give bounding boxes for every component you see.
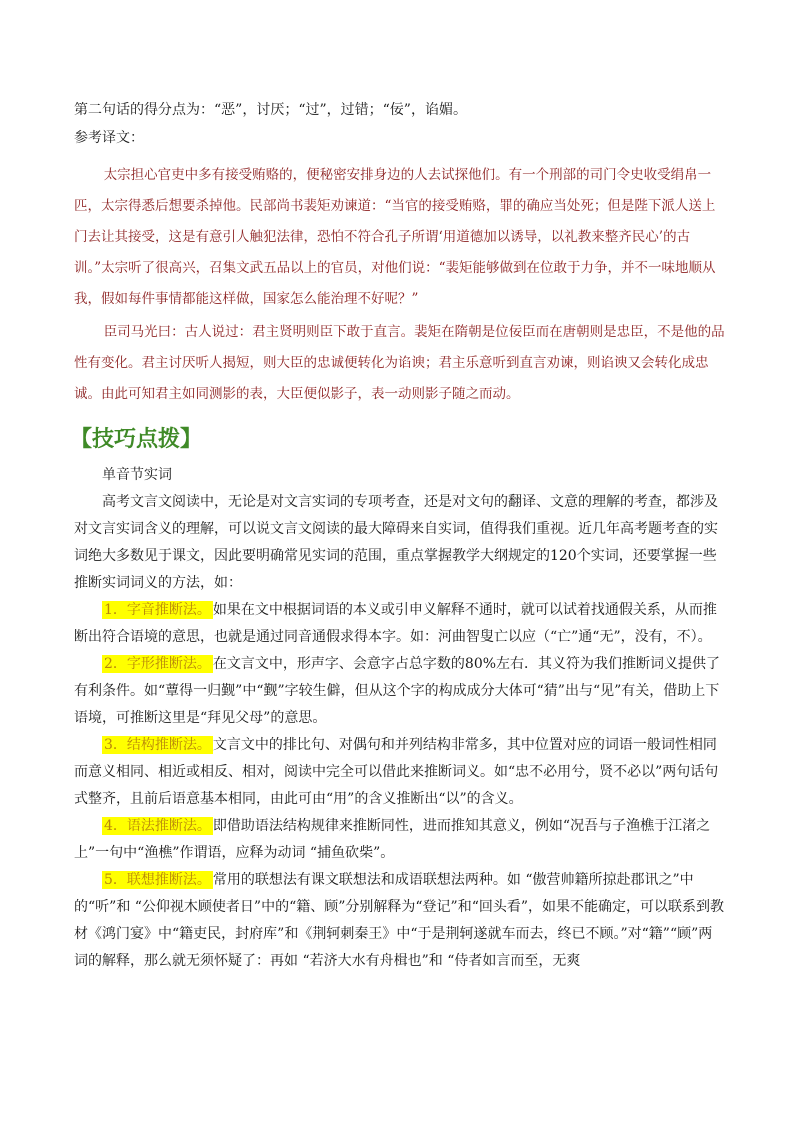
reference-translation-label: 参考译文：: [74, 130, 144, 146]
method-2: [74, 651, 726, 732]
method-label: 1．字音推断法。: [104, 602, 211, 618]
method-text: 如果在文中根据词语的本义或引申义解释不通时，就可以试着找通假关系，从而推断出符合语境的意思，也就是通过同音通假求得本字。如：河曲智叟亡以应（“亡”通“无”，没有，不）。: [74, 602, 717, 645]
method-label: 3．结构推断法。: [104, 737, 211, 753]
translation-paragraph-1: 太宗担心官吏中多有接受贿赂的，便秘密安排身边的人去试探他们。有一个刑部的司门令史收受绢帛一匹，太宗得悉后想要杀掉他。民部尚书裴矩劝谏道：“当官的接受贿赂，罪的确应当处死；但是陛下派人送上门去让其接受，这是有意引人触犯法律，恐怕不符合孔子所谓‘用道德加以诱导，以礼教来整齐民心’的古训。”太宗听了很高兴，召集文武五品以上的官员，对他们说：“裴矩能够做到在位敢于力争，并不一味地顺从我，假如每件事情都能这样做，国家怎么能治理不好呢？”: [74, 167, 716, 307]
tips-section: [74, 462, 726, 975]
section-heading: 【技巧点拨】: [70, 427, 203, 452]
method-text: 在文言文中，形声字、会意字占总字数的80%左右．其义符为我们推断词义提供了有利条件。如“蕈得一归觐”中“觐”字较生僻，但从这个字的构成成分大体可“猜”出与“见”有关，借助上下语境，可推断这里是“拜见父母”的意思。: [74, 656, 721, 726]
method-label: 5．联想推断法。: [104, 872, 211, 888]
method-label: 2．字形推断法。: [104, 656, 211, 672]
method-text: 文言文中的排比句、对偶句和并列结构非常多，其中位置对应的词语一般词性相同而意义相同、相近或相反、相对，阅读中完全可以借此来推断词义。如“忠不必用兮，贤不必以”两句话句式整齐，且前后语意基本相同，由此可由“用”的含义推断出“以”的含义。: [74, 737, 719, 807]
translation-paragraph-2: 臣司马光曰：古人说过：君主贤明则臣下敢于直言。裴矩在隋朝是位佞臣而在唐朝则是忠臣，不是他的品性有变化。君主讨厌听人揭短，则大臣的忠诚便转化为谄谀；君主乐意听到直言劝谏，则谄谀又会转化成忠诚。由此可知君主如同测影的表，大臣便似影子，表一动则影子随之而动。: [74, 324, 725, 402]
method-4: [74, 813, 726, 867]
method-text: 常用的联想法有课文联想法和成语联想法两种。如 “傲营帅籍所掠赴郡讯之”中的“听”和 “公仰视木顾使者日”中的“籍、顾”分别解释为“登记”和“回头看”，如果不能确定，可以联系到教材《鸿门宴》中“籍吏民，封府库”和《荆轲刺秦王》中“于是荆轲遂就车而去，终已不顾。”对“籍”“顾”两词的解释，那么就无须怀疑了：再如 “若济大水有舟楫也”和 “侍者如言而至，无爽: [74, 872, 725, 969]
score-line: 第二句话的得分点为：“恶”，讨厌；“过”，过错；“佞”，谄媚。: [74, 102, 467, 118]
intro-paragraph: 高考文言文阅读中，无论是对文言实词的专项考查，还是对文句的翻译、文意的理解的考查，都涉及对文言实词含义的理解，可以说文言文阅读的最大障碍来自实词，值得我们重视。近几年高考题考查的实词绝大多数见于课文，因此要明确常见实词的范围，重点掌握教学大纲规定的120个实词，还要掌握一些推断实词词义的方法，如：: [74, 494, 718, 591]
method-text: 即借助语法结构规律来推断同性，进而推知其意义，例如“况吾与子渔樵于江渚之上”一句中“渔樵”作谓语，应释为动词 “捕鱼砍柴”。: [74, 818, 711, 861]
subtitle: 单音节实词: [102, 467, 172, 483]
method-5: [74, 867, 726, 975]
method-1: [74, 597, 726, 651]
document-page: [70, 96, 726, 975]
reference-translation: [74, 160, 726, 410]
method-3: [74, 732, 726, 813]
method-label: 4．语法推断法。: [104, 818, 211, 834]
